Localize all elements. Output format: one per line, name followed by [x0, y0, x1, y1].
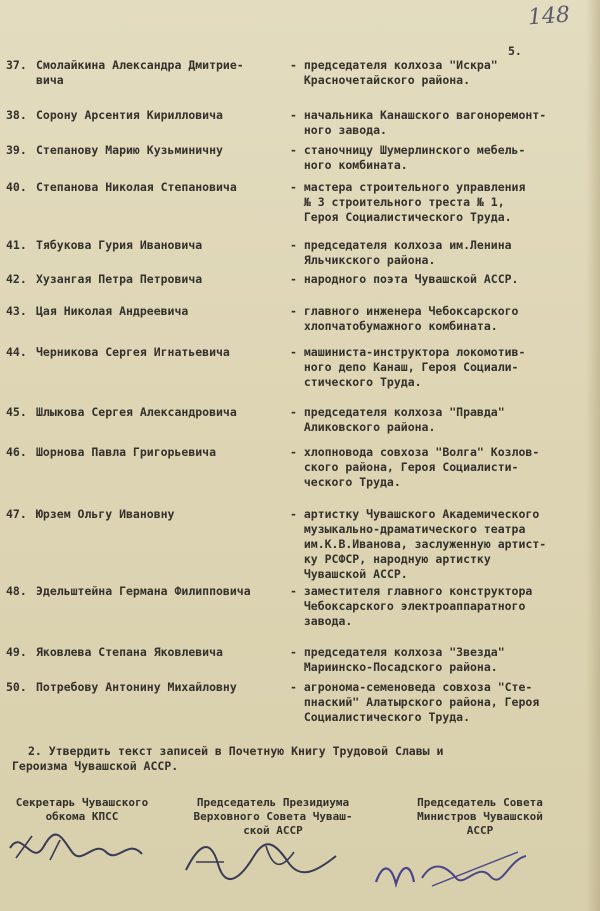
entry-position: - машиниста-инструктора локомотив- ного депо Канаш, Героя Социали- стического Труда. [290, 345, 526, 389]
entry-number: 45. [6, 405, 27, 419]
entry-position: - артистку Чувашского Академического музыкально-драматического театра им.К.В.Иванова, заслуженную артист- ку РСФСР, народную артистку Чувашской АССР. [290, 507, 547, 581]
page-number: 5. [508, 44, 522, 58]
entry-position: - главного инженера Чебоксарского хлопчатобумажного комбината. [290, 304, 519, 333]
entry-person-name: Смолайкина Александра Дмитрие- вича [36, 58, 244, 87]
entry-person-name: Потребову Антонину Михайловну [36, 680, 237, 694]
entry-number: 38. [6, 108, 27, 122]
folio-number: 148 [527, 2, 571, 31]
entry-position: - председателя колхоза им.Ленина Яльчикского района. [290, 238, 512, 267]
entry-person-name: Степанову Марию Кузьминичну [36, 143, 223, 157]
entry-position: - агронома-семеноведа совхоза "Сте- пнаский" Алатырского района, Героя Социалистического Труда. [290, 680, 540, 724]
handwritten-signature-3 [368, 838, 538, 898]
handwritten-signature-2 [176, 826, 346, 886]
entry-number: 50. [6, 680, 27, 694]
entry-person-name: Сорону Арсентия Кирилловича [36, 108, 223, 122]
entry-person-name: Хузангая Петра Петровича [36, 272, 203, 286]
handwritten-signature-1 [2, 818, 162, 878]
entry-number: 47. [6, 507, 27, 521]
entry-person-name: Степанова Николая Степановича [36, 180, 237, 194]
entry-person-name: Шлыкова Сергея Александровича [36, 405, 237, 419]
entry-position: - станочницу Шумерлинского мебель- ного комбината. [290, 143, 526, 172]
entry-position: - председателя колхоза "Звезда" Мариинско-Посадского района. [290, 645, 505, 674]
entry-person-name: Юрзем Ольгу Ивановну [36, 507, 175, 521]
entry-position: - председателя колхоза "Искра" Красночетайского района. [290, 58, 498, 87]
entry-person-name: Эдельштейна Германа Филипповича [36, 584, 251, 598]
entry-person-name: Черникова Сергея Игнатьевича [36, 345, 230, 359]
entry-position: - начальника Канашского вагоноремонт- ного завода. [290, 108, 547, 137]
entry-number: 49. [6, 645, 27, 659]
entry-number: 48. [6, 584, 27, 598]
entry-number: 37. [6, 58, 27, 72]
entry-number: 39. [6, 143, 27, 157]
entry-person-name: Яковлева Степана Яковлевича [36, 645, 223, 659]
entry-position: - хлопновода совхоза "Волга" Козлов- ского района, Героя Социалисти- ческого Труда. [290, 445, 540, 489]
resolution-item-2: 2. Утвердить текст записей в Почетную Книгу Трудовой Славы и Героизма Чувашской АССР. [12, 744, 444, 773]
entry-position: - заместителя главного конструктора Чебоксарского электроаппаратного завода. [290, 584, 533, 628]
entry-number: 42. [6, 272, 27, 286]
signature-title-council-chairman: Председатель Совета Министров Чувашской АССР [417, 796, 543, 837]
entry-position: - председателя колхоза "Правда" Аликовского района. [290, 405, 505, 434]
entry-person-name: Тябукова Гурия Ивановича [36, 238, 203, 252]
entry-number: 40. [6, 180, 27, 194]
entry-position: - мастера строительного управления № 3 строительного треста № 1, Героя Социалистического Труда. [290, 180, 526, 224]
entry-person-name: Цая Николая Андреевича [36, 304, 189, 318]
signature-title-presidium-chairman: Председатель Президиума Верховного Совета Чуваш- ской АССР [193, 796, 353, 837]
entry-number: 41. [6, 238, 27, 252]
entry-number: 46. [6, 445, 27, 459]
entry-number: 44. [6, 345, 27, 359]
entry-number: 43. [6, 304, 27, 318]
entry-position: - народного поэта Чувашской АССР. [290, 272, 519, 286]
signature-title-party-secretary: Секретарь Чувашского обкома КПСС [15, 796, 149, 823]
entry-person-name: Шорнова Павла Григорьевича [36, 445, 217, 459]
